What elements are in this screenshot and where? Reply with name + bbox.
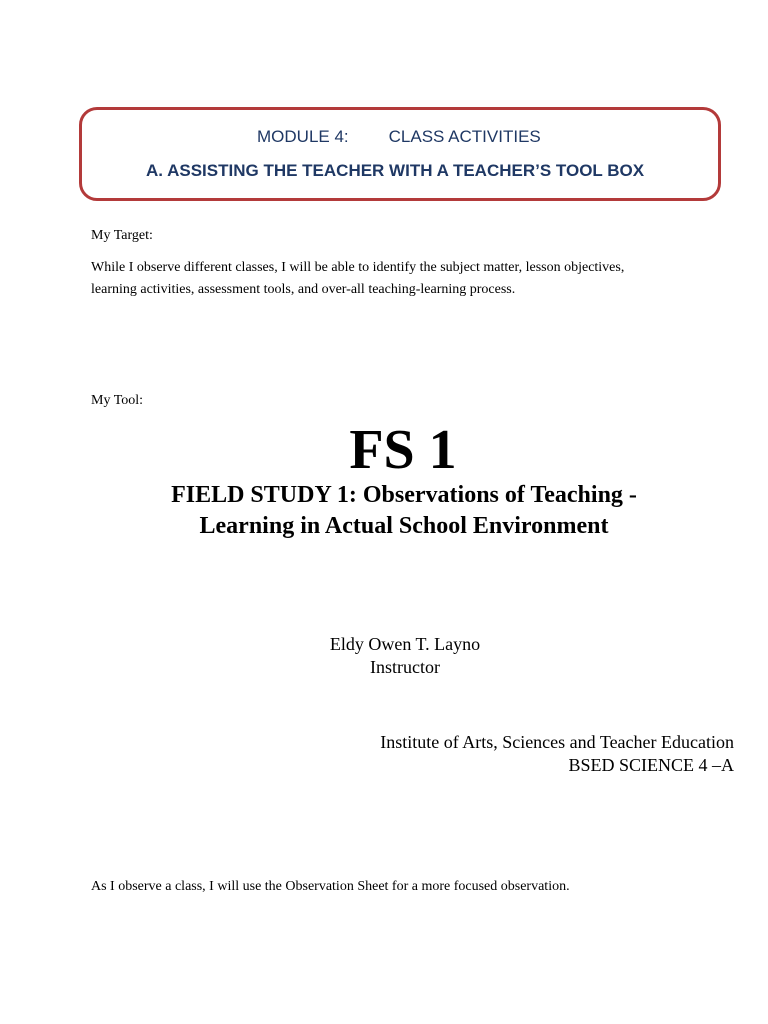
- target-label: My Target:: [91, 228, 153, 243]
- fs-title: FS 1: [349, 419, 457, 481]
- target-body: While I observe different classes, I will be able to identify the subject matter, lesson objectives, learning activities, assessment tools, and over-all teaching-learning process.: [91, 260, 625, 297]
- instructor-role: Instructor: [370, 657, 440, 677]
- tool-label: My Tool:: [91, 393, 144, 408]
- module-title: CLASS ACTIVITIES: [388, 127, 541, 146]
- fs-subtitle: FIELD STUDY 1: Observations of Teaching - Learning in Actual School Environment: [171, 482, 637, 539]
- section-name: BSED SCIENCE 4 –A: [568, 755, 734, 775]
- footer-note: As I observe a class, I will use the Observation Sheet for a more focused observation.: [91, 879, 570, 894]
- module-subtitle: A. ASSISTING THE TEACHER WITH A TEACHER’S TOOL BOX: [146, 161, 645, 180]
- institute-name: Institute of Arts, Sciences and Teacher Education: [380, 732, 734, 752]
- instructor-name: Eldy Owen T. Layno: [329, 634, 481, 654]
- module-header-box: [79, 107, 721, 201]
- module-heading: [257, 127, 541, 147]
- module-number: MODULE 4:: [257, 127, 349, 146]
- institute-block: [380, 731, 734, 777]
- instructor-block: [250, 633, 560, 679]
